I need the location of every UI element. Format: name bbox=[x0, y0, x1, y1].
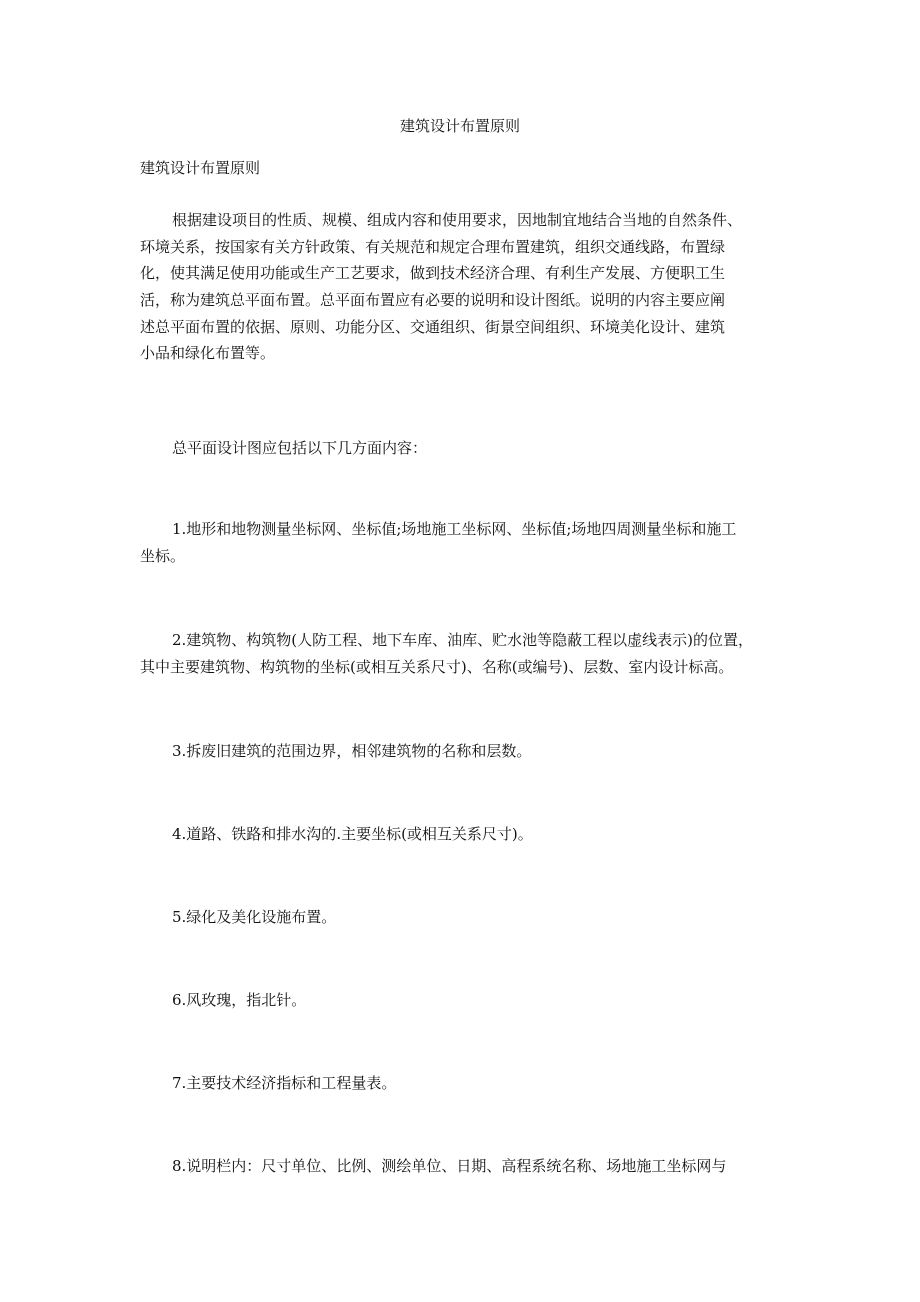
list-item-6 bbox=[140, 987, 780, 1014]
list-item-line: 其中主要建筑物、构筑物的坐标(或相互关系尺寸)、名称(或编号)、层数、室内设计标高。 bbox=[140, 657, 734, 676]
list-item-line: 7.主要技术经济指标和工程量表。 bbox=[172, 1074, 397, 1092]
intro-line: 活，称为建筑总平面布置。总平面布置应有必要的说明和设计图纸。说明的内容主要应阐 bbox=[140, 291, 726, 310]
list-item-line: 4.道路、铁路和排水沟的.主要坐标(或相互关系尺寸)。 bbox=[172, 825, 533, 843]
intro-line: 环境关系，按国家有关方针政策、有关规范和规定合理布置建筑，组织交通线路，布置绿 bbox=[140, 237, 726, 256]
list-item-8 bbox=[140, 1153, 780, 1180]
list-item-line: 2.建筑物、构筑物(人防工程、地下车库、油库、贮水池等隐蔽工程以虚线表示)的位置， bbox=[172, 631, 754, 649]
list-item-line: 5.绿化及美化设施布置。 bbox=[172, 908, 337, 926]
list-item-2 bbox=[140, 627, 780, 680]
list-item-line: 坐标。 bbox=[140, 546, 186, 565]
intro-line: 小品和绿化布置等。 bbox=[140, 344, 276, 363]
list-heading-paragraph bbox=[140, 435, 780, 462]
intro-line: 化，使其满足使用功能或生产工艺要求，做到技术经济合理、有利生产发展、方便职工生 bbox=[140, 264, 726, 283]
page-title: 建筑设计布置原则 bbox=[399, 117, 520, 135]
list-item-5 bbox=[140, 904, 780, 931]
intro-line: 述总平面布置的依据、原则、功能分区、交通组织、街景空间组织、环境美化设计、建筑 bbox=[140, 317, 726, 336]
intro-line: 根据建设项目的性质、规模、组成内容和使用要求，因地制宜地结合当地的自然条件、 bbox=[172, 211, 743, 229]
list-item-1 bbox=[140, 516, 780, 569]
list-item-line: 8.说明栏内：尺寸单位、比例、测绘单位、日期、高程系统名称、场地施工坐标网与 bbox=[172, 1157, 727, 1175]
list-item-7 bbox=[140, 1070, 780, 1097]
list-item-line: 6.风玫瑰，指北针。 bbox=[172, 991, 307, 1009]
list-item-3 bbox=[140, 738, 780, 765]
list-item-line: 3.拆废旧建筑的范围边界，相邻建筑物的名称和层数。 bbox=[172, 742, 532, 760]
list-item-line: 1.地形和地物测量坐标网、坐标值;场地施工坐标网、坐标值;场地四周测量坐标和施工 bbox=[172, 520, 737, 538]
list-heading: 总平面设计图应包括以下几方面内容： bbox=[172, 439, 428, 457]
list-item-4 bbox=[140, 821, 780, 848]
section-heading: 建筑设计布置原则 bbox=[140, 159, 261, 177]
intro-paragraph bbox=[140, 207, 780, 367]
